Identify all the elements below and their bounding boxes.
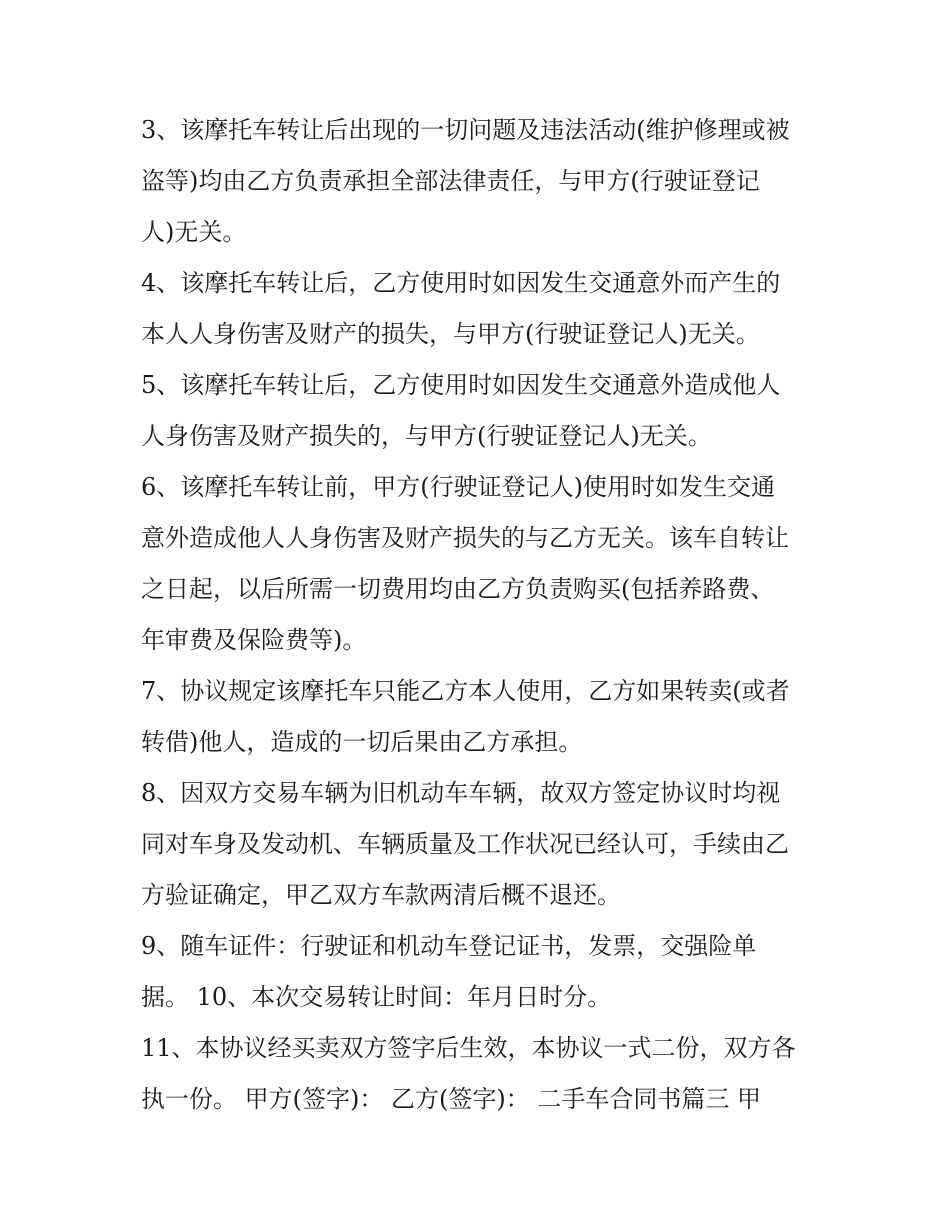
clause-9-line-1: 9、随车证件：行驶证和机动车登记证书，发票，交强险单 bbox=[141, 932, 757, 960]
clause-8-line-2: 同对车身及发动机、车辆质量及工作状况已经认可，手续由乙 bbox=[141, 830, 789, 858]
clause-7-line-2: 转借)他人，造成的一切后果由乙方承担。 bbox=[141, 728, 583, 756]
clause-5-line-1: 5、该摩托车转让后，乙方使用时如因发生交通意外造成他人 bbox=[141, 371, 781, 399]
clause-11-line-2: 执一份。 甲方(签字)： 乙方(签字)： 二手车合同书篇三 甲 bbox=[141, 1085, 761, 1113]
clause-6-line-2: 意外造成他人人身伤害及财产损失的与乙方无关。该车自转让 bbox=[141, 524, 789, 552]
document-body bbox=[141, 105, 813, 1125]
clause-3-line-1: 3、该摩托车转让后出现的一切问题及违法活动(维护修理或被 bbox=[141, 116, 790, 144]
clause-8-line-3: 方验证确定，甲乙双方车款两清后概不退还。 bbox=[141, 881, 621, 909]
clause-6-line-3: 之日起，以后所需一切费用均由乙方负责购买(包括养路费、 bbox=[141, 575, 775, 603]
clause-3-line-3: 人)无关。 bbox=[141, 218, 247, 246]
clause-3-line-2: 盗等)均由乙方负责承担全部法律责任，与甲方(行驶证登记 bbox=[141, 167, 760, 195]
clause-5-line-2: 人身伤害及财产损失的，与甲方(行驶证登记人)无关。 bbox=[141, 422, 712, 450]
clause-6-line-1: 6、该摩托车转让前，甲方(行驶证登记人)使用时如发生交通 bbox=[141, 473, 775, 501]
clause-7-line-1: 7、协议规定该摩托车只能乙方本人使用，乙方如果转卖(或者 bbox=[141, 677, 790, 705]
clause-4-line-1: 4、该摩托车转让后，乙方使用时如因发生交通意外而产生的 bbox=[141, 269, 781, 297]
clause-9-10-line-2: 据。 10、本次交易转让时间：年月日时分。 bbox=[141, 983, 612, 1011]
clause-4-line-2: 本人人身伤害及财产的损失，与甲方(行驶证登记人)无关。 bbox=[141, 320, 760, 348]
clause-11-line-1: 11、本协议经买卖双方签字后生效，本协议一式二份，双方各 bbox=[141, 1034, 796, 1062]
clause-8-line-1: 8、因双方交易车辆为旧机动车车辆，故双方签定协议时均视 bbox=[141, 779, 781, 807]
clause-6-line-4: 年审费及保险费等)。 bbox=[141, 626, 367, 654]
